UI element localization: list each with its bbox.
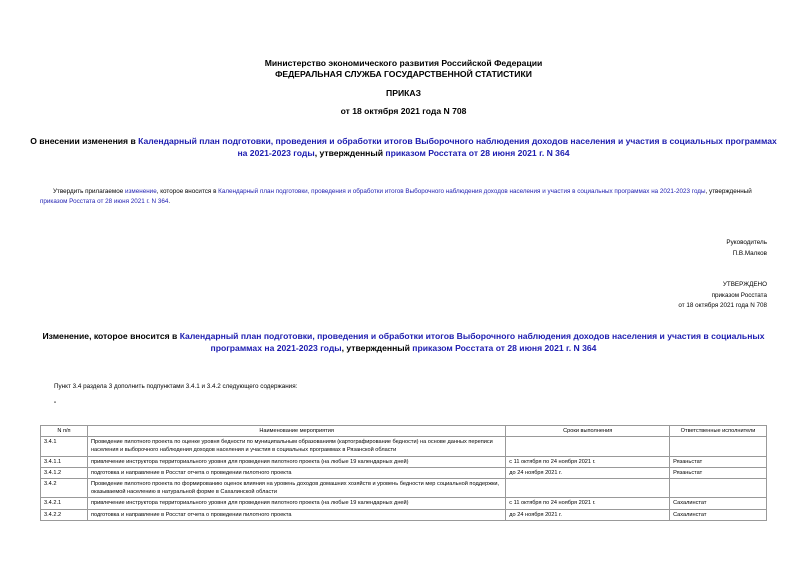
- cell-dates: с 11 октября по 24 ноября 2021 г.: [506, 456, 670, 467]
- cell-dates: [506, 437, 670, 456]
- table-header-row: [41, 426, 767, 437]
- amendment-paragraph: Пункт 3.4 раздела 3 дополнить подпунктами 3.4.1 и 3.4.2 следующего содержания:: [54, 383, 298, 390]
- cell-num: 3.4.2.2: [41, 509, 88, 520]
- body-text-4: .: [168, 198, 171, 205]
- title-plan-link[interactable]: Календарный план подготовки, проведения и обработки итогов Выборочного наблюдения доходов населения и участия в социальных программах на 2021-2023 годы: [138, 136, 777, 158]
- order-body: [40, 187, 768, 207]
- cell-name: подготовка и направление в Росстат отчета о проведении пилотного проекта: [87, 509, 505, 520]
- cell-responsible: Рязаньстат: [670, 467, 767, 478]
- order-title: [30, 136, 777, 159]
- cell-name: подготовка и направление в Росстат отчета о проведении пилотного проекта: [87, 467, 505, 478]
- approval-line-2: приказом Росстата: [711, 291, 767, 299]
- cell-responsible: Рязаньстат: [670, 456, 767, 467]
- change-title-middle: , утвержденный: [341, 342, 413, 353]
- table-row: [41, 437, 767, 456]
- plan-table: [40, 425, 767, 521]
- table-row: [41, 467, 767, 478]
- cell-name: привлечение инструктора территориального уровня для проведения пилотного проекта (на любые 19 календарных дней): [87, 456, 505, 467]
- approval-block: [678, 280, 767, 312]
- body-plan-link[interactable]: Календарный план подготовки, проведения и обработки итогов Выборочного наблюдения доходов населения и участия в социальных программах на 2021-2023 годы: [218, 188, 706, 195]
- document-date: от 18 октября 2021 года N 708: [340, 106, 467, 116]
- cell-name: Проведение пилотного проекта по оценке уровня бедности по муниципальным образованиям (картографирование бедности) на основе данных переписи населения и выборочного наблюдения доходов населения и участия в социальных программах в Рязанской области: [87, 437, 505, 456]
- signature-name: П.В.Малков: [732, 249, 767, 257]
- ministry-name: Министерство экономического развития Российской Федерации: [264, 58, 543, 68]
- approval-line-3: от 18 октября 2021 года N 708: [678, 302, 767, 309]
- cell-num: 3.4.1: [41, 437, 88, 456]
- cell-num: 3.4.1.1: [41, 456, 88, 467]
- body-text-1: Утвердить прилагаемое: [53, 188, 125, 195]
- change-title-plan-link[interactable]: Календарный план подготовки, проведения и обработки итогов Выборочного наблюдения доходов населения и участия в социальных программах на 2021-2023 годы: [179, 331, 765, 353]
- table-row: [41, 509, 767, 520]
- table-row: [41, 456, 767, 467]
- cell-dates: до 24 ноября 2021 г.: [506, 467, 670, 478]
- cell-num: 3.4.2: [41, 479, 88, 498]
- cell-responsible: [670, 479, 767, 498]
- header-dates: Сроки выполнения: [506, 426, 670, 437]
- cell-dates: с 11 октября по 24 ноября 2021 г.: [506, 498, 670, 509]
- cell-responsible: Сахалинстат: [670, 498, 767, 509]
- signature-role: Руководитель: [726, 239, 767, 246]
- change-title-prefix: Изменение, которое вносится в: [42, 331, 180, 341]
- cell-name: привлечение инструктора территориального уровня для проведения пилотного проекта (на любые 19 календарных дней): [87, 498, 505, 509]
- table-row: [41, 498, 767, 509]
- cell-responsible: [670, 437, 767, 456]
- title-prefix: О внесении изменения в: [30, 136, 139, 146]
- cell-name: Проведение пилотного проекта по формированию оценок влияния на уровень доходов домашних хозяйств и уровень бедности мер социальной поддержки, оказываемой населению в натуральной форме в Сахалинской области: [87, 479, 505, 498]
- body-change-link[interactable]: изменение: [124, 188, 157, 195]
- header-responsible: Ответственные исполнители: [670, 426, 767, 437]
- change-title: [30, 331, 777, 354]
- header-name: Наименование мероприятия: [87, 426, 505, 437]
- cell-dates: до 24 ноября 2021 г.: [506, 509, 670, 520]
- cell-num: 3.4.1.2: [41, 467, 88, 478]
- service-name: ФЕДЕРАЛЬНАЯ СЛУЖБА ГОСУДАРСТВЕННОЙ СТАТИСТИКИ: [275, 69, 532, 79]
- cell-num: 3.4.2.1: [41, 498, 88, 509]
- signature-block: [726, 238, 767, 259]
- body-text-3: , утвержденный: [705, 188, 752, 195]
- body-order-link[interactable]: приказом Росстата от 28 июня 2021 г. N 364: [40, 198, 169, 205]
- title-middle: , утвержденный: [314, 147, 386, 158]
- title-order-link[interactable]: приказом Росстата от 28 июня 2021 г. N 364: [385, 147, 570, 158]
- header-num: N п/п: [41, 426, 88, 437]
- cell-responsible: Сахалинстат: [670, 509, 767, 520]
- approval-line-1: УТВЕРЖДЕНО: [722, 281, 767, 288]
- cell-dates: [506, 479, 670, 498]
- table-row: [41, 479, 767, 498]
- body-text-2: , которое вносится в: [156, 188, 219, 195]
- quote-mark: ": [54, 401, 57, 408]
- change-title-order-link[interactable]: приказом Росстата от 28 июня 2021 г. N 364: [412, 342, 597, 353]
- document-type: ПРИКАЗ: [386, 88, 421, 98]
